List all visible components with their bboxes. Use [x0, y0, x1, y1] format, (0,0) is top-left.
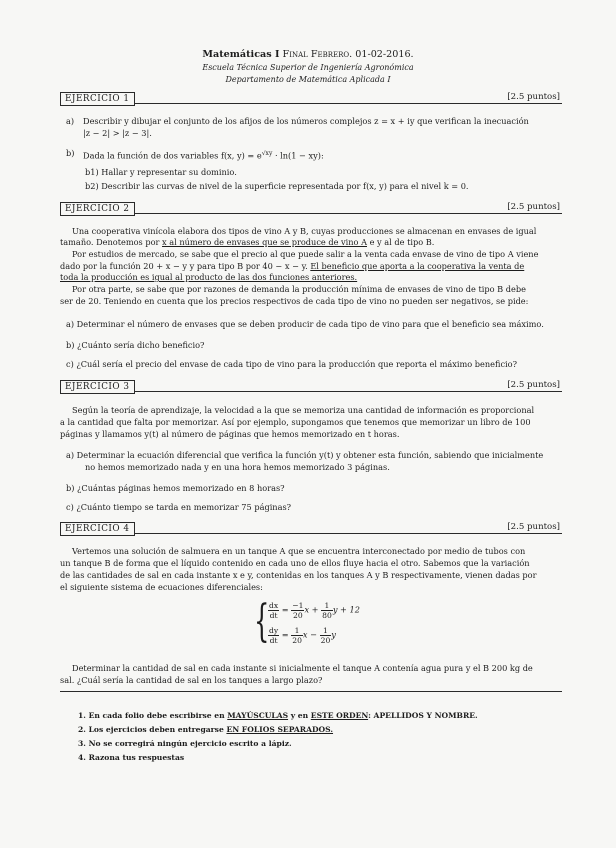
section-rule: [60, 391, 562, 392]
ex2-p2-l3: toda la producción es igual al producto de las dos funciones anteriores.: [60, 272, 358, 282]
ex2-p1-l2: [60, 237, 434, 248]
system-brace: {: [254, 596, 270, 647]
note-3: 3. No se corregirá ningún ejercicio escrito a lápiz.: [78, 739, 292, 748]
section-rule: [60, 213, 562, 214]
exercise-4-title: EJERCICIO 4: [60, 522, 135, 536]
eq2-lhs-den: dt: [269, 636, 278, 645]
ex4-p2-l1: Determinar la cantidad de sal en cada instante si inicialmente el tanque A contenía agua pura y el B 200 kg de: [72, 663, 533, 673]
ex3-p1-l3: páginas y llamamos y(t) al número de páginas que hemos memorizado en t horas.: [60, 429, 400, 439]
ex3-a-l2: no hemos memorizado nada y en una hora hemos memorizado 3 páginas.: [85, 462, 390, 472]
ex2-b: b) ¿Cuánto sería dicho beneficio?: [66, 340, 205, 350]
department-name: Departamento de Matemática Aplicada I: [225, 75, 391, 84]
exercise-1-title: EJERCICIO 1: [60, 92, 135, 106]
ex1-b-text: Dada la función de dos variables f(x, y) = e: [83, 150, 262, 161]
ex3-c: c) ¿Cuánto tiempo se tarda en memorizar 75 páginas?: [66, 502, 292, 512]
notes-divider: [60, 691, 562, 692]
exercise-3-header: [60, 380, 562, 394]
eq2-var1: x −: [302, 629, 317, 640]
ex1-b2: b2) Describir las curvas de nivel de la superficie representada por f(x, y) para el nivel k = 0.: [85, 181, 469, 191]
note-1e: : APELLIDOS Y NOMBRE.: [368, 711, 478, 720]
ex2-p1-l1: Una cooperativa vinícola elabora dos tipos de vino A y B, cuyas producciones se almacenan en envases de igual: [72, 226, 537, 236]
eq2-coef2-den: 20: [320, 636, 331, 645]
ex1-b-text2: · ln(1 − xy):: [272, 150, 324, 161]
eq2-lhs-num: dy: [269, 626, 279, 635]
note-2a: 2. Los ejercicios deben entregarse: [78, 725, 227, 734]
ex2-p2-l2b: El beneficio que aporta a la cooperativa la venta de: [310, 261, 525, 271]
note-1c: y en: [288, 711, 311, 720]
course-name: Matemáticas I: [202, 49, 280, 60]
ex1-b-exponent: √xy: [261, 150, 273, 157]
ex3-p1-l2: a la cantidad que falta por memorizar. Así por ejemplo, supongamos que tenemos que memorizar un libro de 100: [60, 417, 531, 427]
eq2-rest: y: [331, 629, 336, 640]
ex2-p2-l2a: dado por la función 20 + x − y y para tipo B por 40 − x − y.: [60, 261, 311, 271]
ex2-a: a) Determinar el número de envases que se deben producir de cada tipo de vino para que el beneficio sea máximo.: [66, 319, 544, 329]
eq1-coef1-den: 20: [293, 611, 303, 620]
exercise-3-points: [2.5 puntos]: [507, 380, 560, 390]
eq1-lhs-num: dx: [269, 601, 279, 610]
note-2b: EN FOLIOS SEPARADOS.: [226, 725, 334, 734]
exam-title: [0, 50, 616, 60]
ex3-a-l1: a) Determinar la ecuación diferencial que verifica la función y(t) y obtener esta función, sabiendo que inicialmente: [66, 450, 544, 460]
ode-equation-1: $\frac{dx}{dt}$ = $\frac{-1}{20}$ x + $\frac{1}{80}$ y + 12: [269, 601, 360, 620]
ex4-p1-l3: de las cantidades de sal en cada instante x e y, contenidas en los tanques A y B respectivamente, vienen dadas por: [60, 570, 537, 580]
exam-session: Final Febrero. 01-02-2016.: [282, 49, 414, 60]
note-1b: MAYÚSCULAS: [227, 711, 289, 720]
exercise-2-title: EJERCICIO 2: [60, 202, 135, 216]
ex4-p1-l1: Vertemos una solución de salmuera en un tanque A que se encuentra interconectado por medio de tubos con: [72, 546, 526, 556]
ex4-p1-l2: un tanque B de forma que el líquido contenido en cada uno de ellos fluye hacia el otro. Sabemos que la variación: [60, 558, 530, 568]
eq1-coef2-den: 80: [322, 611, 332, 620]
ex1-a-line2: |z − 2| > |z − 3|.: [83, 128, 152, 138]
ex4-p2-l2: sal. ¿Cuál sería la cantidad de sal en los tanques a largo plazo?: [60, 675, 323, 685]
eq1-coef1: [291, 601, 304, 620]
eq2-coef2-num: 1: [320, 626, 332, 636]
ex1-b-statement: [83, 148, 324, 162]
section-rule: [60, 103, 562, 104]
note-1a: 1. En cada folio debe escribirse en: [78, 711, 228, 720]
note-1d: ESTE ORDEN: [310, 711, 369, 720]
eq2-coef1-den: 20: [292, 636, 302, 645]
eq2-lhs: [268, 626, 279, 645]
ex1-b-label: b): [66, 148, 75, 158]
ex4-p1-l4: el siguiente sistema de ecuaciones diferenciales:: [60, 582, 263, 592]
exercise-3-title: EJERCICIO 3: [60, 380, 135, 394]
ex2-p2-l1: Por estudios de mercado, se sabe que el precio al que puede salir a la venta cada envase de vino de tipo A viene: [72, 249, 539, 259]
note-4: 4. Razona tus respuestas: [78, 753, 185, 762]
note-1: [78, 711, 478, 721]
ex3-p1-l1: Según la teoría de aprendizaje, la velocidad a la que se memoriza una cantidad de información es proporcional: [72, 405, 535, 415]
ex2-p1-l2b: x al número de envases que se produce de vino A: [162, 237, 367, 247]
ex2-c: c) ¿Cuál sería el precio del envase de cada tipo de vino para la producción que reporta el máximo beneficio?: [66, 359, 517, 369]
school-name: Escuela Técnica Superior de Ingeniería Agronómica: [202, 63, 414, 72]
eq2-coef1: [291, 626, 303, 645]
eq1-lhs-den: dt: [269, 611, 278, 620]
exercise-1-header: [60, 92, 562, 106]
ex1-a-line1: Describir y dibujar el conjunto de los afijos de los números complejos z = x + iy que verifican la inecuación: [83, 116, 529, 126]
ex2-p2-l2: [60, 261, 524, 272]
ex1-b1: b1) Hallar y representar su dominio.: [85, 167, 237, 177]
eq2-coef1-num: 1: [291, 626, 303, 636]
eq2-coef2: [320, 626, 332, 645]
section-rule: [60, 533, 562, 534]
eq1-coef2: [321, 601, 333, 620]
ex2-p1-l2a: tamaño. Denotemos por: [60, 237, 163, 247]
eq1-rest: y + 12: [332, 604, 360, 615]
eq1-var1: x +: [304, 604, 319, 615]
ode-equation-2: $\frac{dy}{dt}$ = $\frac{1}{20}$ x − $\frac{1}{20}$ y: [269, 626, 336, 645]
exercise-4-points: [2.5 puntos]: [507, 522, 560, 532]
ex2-p3-l1: Por otra parte, se sabe que por razones de demanda la producción mínima de envases de vino de tipo B debe: [72, 284, 526, 294]
ex1-a-label: a): [66, 116, 75, 126]
exercise-4-header: [60, 522, 562, 536]
eq1-coef1-num: −1: [292, 601, 304, 610]
exercise-2-points: [2.5 puntos]: [507, 202, 560, 212]
ex2-p3-l2: ser de 20. Teniendo en cuenta que los precios respectivos de cada tipo de vino no pueden ser negativos, se pide:: [60, 296, 529, 306]
exercise-2-header: [60, 202, 562, 216]
ex2-p1-l2c: e y al de tipo B.: [367, 237, 435, 247]
note-2: [78, 725, 333, 735]
exercise-1-points: [2.5 puntos]: [507, 92, 560, 102]
eq1-coef2-num: 1: [321, 601, 333, 611]
eq1-lhs: [268, 601, 279, 620]
ex3-b: b) ¿Cuántas páginas hemos memorizado en 8 horas?: [66, 483, 285, 493]
